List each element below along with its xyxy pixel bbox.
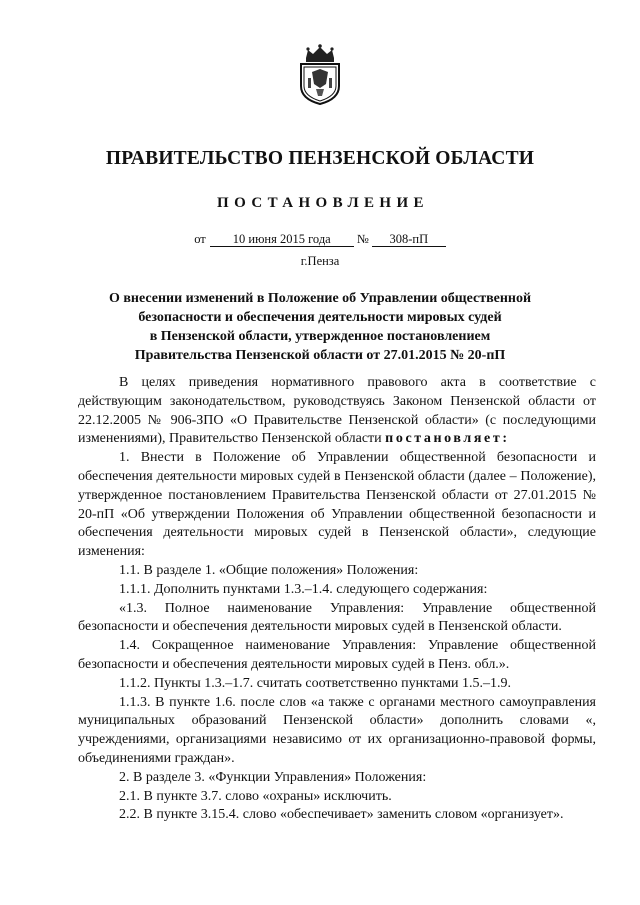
title-line: Правительства Пензенской области от 27.01.2015 № 20-пП	[134, 348, 506, 363]
paragraph: 2.1. В пункте 3.7. слово «охраны» исключить.	[119, 788, 392, 804]
paragraph: 2.2. В пункте 3.15.4. слово «обеспечивает» заменить словом «организует».	[119, 807, 564, 823]
paragraph: 1.1.1. Дополнить пунктами 1.3.–1.4. следующего содержания:	[119, 581, 488, 597]
preamble	[78, 374, 596, 449]
preamble-text: В целях приведения нормативного правового акта в соответствие с действующим законодательством, руководствуясь Законом Пензенской области от 22.12.2005 № 906-ЗПО «О Правительстве Пензенской области» (с последующими изменениями), Правительство Пензенской области	[78, 375, 596, 447]
decree-number: 308-пП	[372, 232, 446, 247]
city-name: г.Пенза	[300, 254, 340, 268]
paragraph: 1.4. Сокращенное наименование Управления: Управление общественной безопасности и обеспечения деятельности мировых судей в Пенз. обл.».	[78, 638, 596, 672]
decree-date: 10 июня 2015 года	[210, 232, 354, 247]
paragraph: 1.1.3. В пункте 1.6. после слов «а также с органами местного самоуправления муниципальных образований Пензенской области» дополнить словами «, учреждениями, организациями независимо от их организационно-правовой формы, объединениями граждан».	[78, 694, 596, 766]
paragraph: «1.3. Полное наименование Управления: Управление общественной безопасности и обеспечения деятельности мировых судей в Пензенской области.	[78, 600, 596, 635]
decree-body	[78, 374, 596, 825]
title-line: О внесении изменений в Положение об Управлении общественной	[108, 291, 532, 306]
date-prefix: от	[194, 232, 206, 246]
date-number-line	[0, 232, 640, 247]
paragraph: 1.1.2. Пункты 1.3.–1.7. считать соответственно пунктами 1.5.–1.9.	[119, 675, 512, 691]
decree-word: постановляет:	[385, 431, 510, 447]
paragraph: 1.1. В разделе 1. «Общие положения» Положения:	[119, 562, 419, 578]
paragraph: 1. Внести в Положение об Управлении общественной безопасности и обеспечения деятельности мировых судей в Пензенской области (далее – Положение), утвержденное постановлением Правительства Пензенской области от 27.01.2015 № 20-пП «Об утверждении Положения об Управлении общественной безопасности и обеспечения деятельности мировых судей в Пензенской области», следующие изменения:	[78, 450, 596, 560]
title-line: в Пензенской области, утвержденное постановлением	[149, 329, 491, 344]
number-prefix: №	[356, 232, 369, 246]
title-line: безопасности и обеспечения деятельности мировых судей	[138, 310, 502, 325]
penza-coat-of-arms-icon	[294, 44, 346, 106]
government-name: ПРАВИТЕЛЬСТВО ПЕНЗЕНСКОЙ ОБЛАСТИ	[105, 148, 535, 169]
document-type: ПОСТАНОВЛЕНИЕ	[217, 195, 429, 211]
paragraph: 2. В разделе 3. «Функции Управления» Положения:	[119, 769, 427, 785]
decree-title	[90, 289, 550, 365]
